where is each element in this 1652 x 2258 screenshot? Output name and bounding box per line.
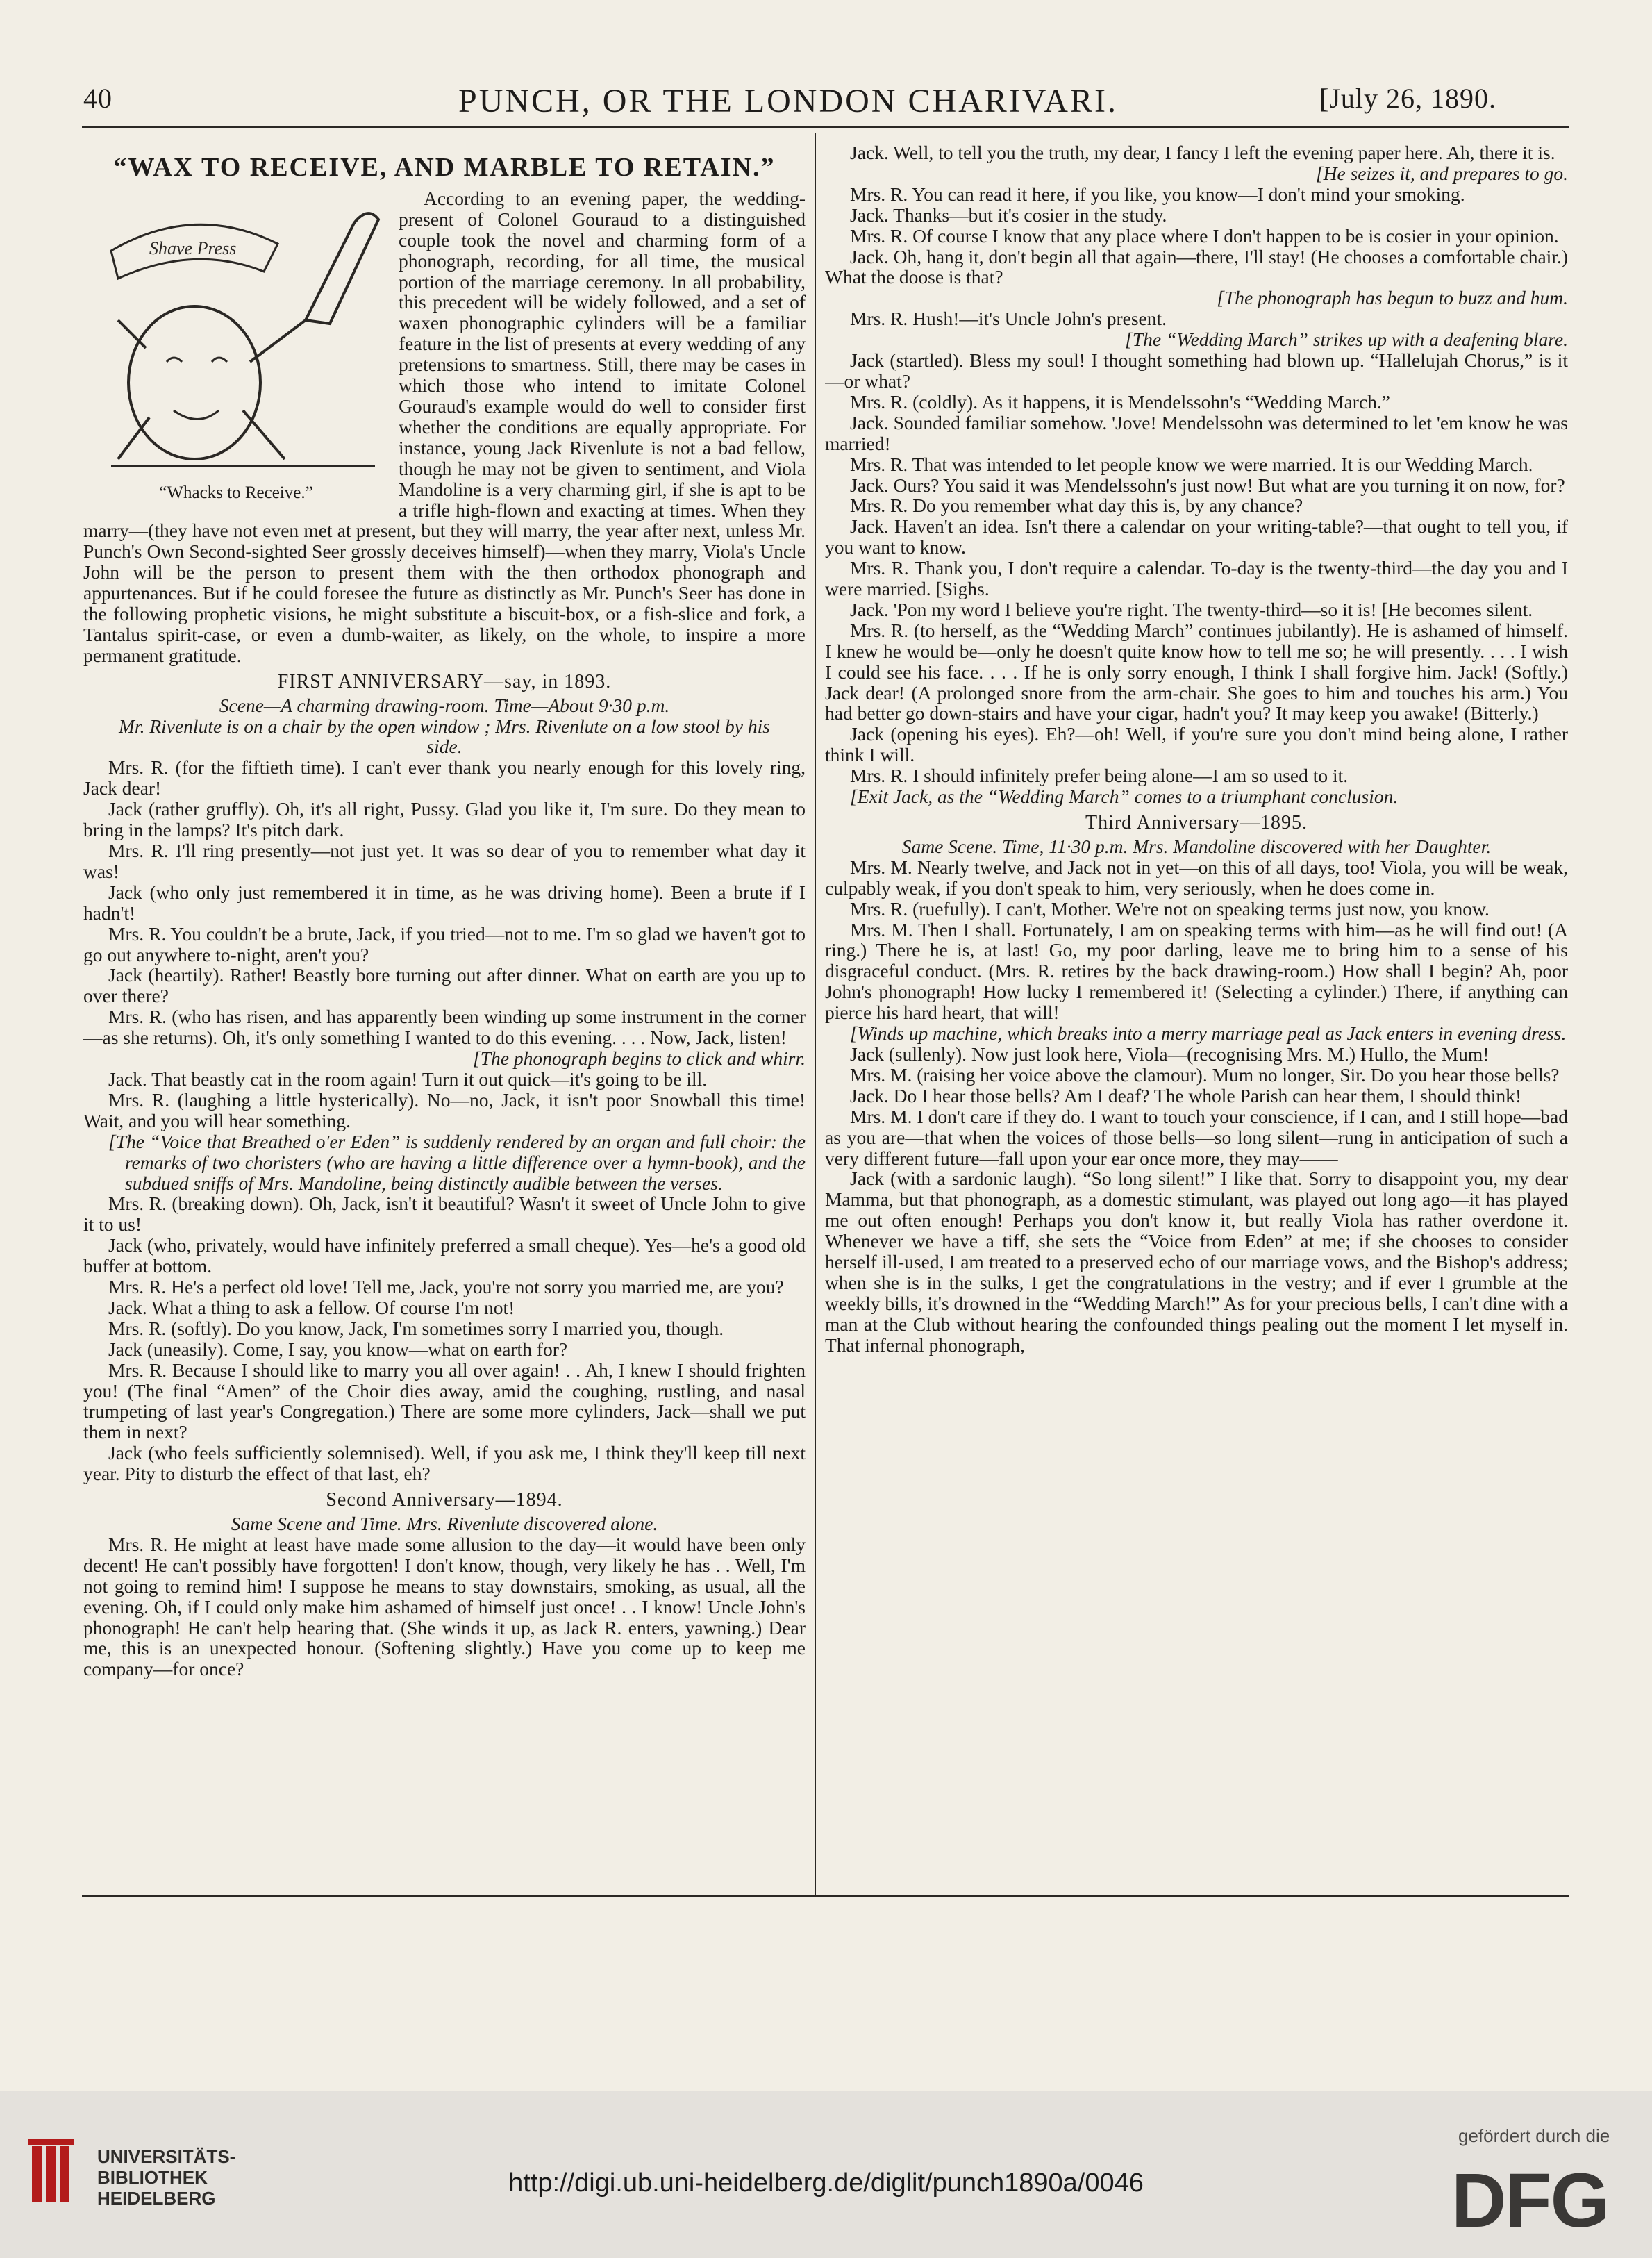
permalink-url[interactable]: http://digi.ub.uni-heidelberg.de/diglit/punch1890a/0046 — [508, 2168, 1144, 2198]
stage-direction: [Exit Jack, as the “Wedding March” comes to a triumphant conclusion. — [850, 786, 1399, 808]
second-anniversary-heading: Second Anniversary—1894. — [326, 1489, 563, 1511]
dialogue-line: Jack. That beastly cat in the room again! Turn it out quick—it's going to be ill. — [108, 1068, 708, 1090]
stage-direction: [He seizes it, and prepares to go. — [1315, 162, 1568, 184]
dialogue-line: Jack. Sounded familiar somehow. 'Jove! Mendelssohn was determined to let 'em know he was married! — [825, 411, 1568, 454]
dialogue-line: Jack. Do I hear those bells? Am I deaf? The whole Parish can hear them, I should think! — [850, 1084, 1522, 1106]
first-anniversary-heading: FIRST ANNIVERSARY—say, in 1893. — [277, 670, 612, 692]
right-column — [825, 142, 1568, 1889]
dialogue-line: Mrs. R. (laughing a little hysterically). No—no, Jack, it isn't poor Snowball this time! Wait, and you will hear something. — [83, 1088, 806, 1131]
issue-date: [July 26, 1890. — [1319, 83, 1496, 114]
dialogue-line: Mrs. R. (breaking down). Oh, Jack, isn't it beautiful? Wasn't it sweet of Uncle John to give it to us! — [83, 1193, 806, 1236]
viewer-footer — [0, 2091, 1652, 2258]
dialogue-line: Jack. Haven't an idea. Isn't there a calendar on your writing-table?—that ought to tell you, if you want to know. — [825, 515, 1568, 558]
dialogue-line: Mrs. R. You couldn't be a brute, Jack, if you tried—not to me. I'm so glad we haven't got to go out anywhere to-night, aren't you? — [83, 922, 806, 965]
dialogue-line: Mrs. M. Nearly twelve, and Jack not in yet—on this of all days, too! Viola, you will be weak, culpably weak, if you don't speak to him, very seriously, when he does come in. — [825, 856, 1568, 899]
stage-direction: [Winds up machine, which breaks into a merry marriage peal as Jack enters in evening dress. — [850, 1022, 1567, 1045]
dialogue-line: Jack (with a sardonic laugh). “So long silent!” I like that. Sorry to disappoint you, my dear Mamma, but that phonograph, as a domestic stimulant, was played out long ago—it has played me out often enough! Perhaps you don't know it, but really Viola has rather overdone it. Whenever we have a tiff, she sets the “Voice from Eden” at me; if she chooses to consider herself ill-used, I am treated to a preserved echo of our marriage vows, and the Bishop's address; when she is in the sulks, I get the congratulations in the vestry; and if ever I grumble at the weekly bills, it's drowned in the “Wedding March!” As for your precious bells, I can't dine with a man at the Club without hearing the confounded things pealing out the moment I let myself in. That infernal phonograph, — [825, 1168, 1568, 1356]
dialogue-line: Jack (who only just remembered it in time, as he was driving home). Been a brute if I hadn't! — [83, 881, 806, 924]
library-name: UNIVERSITÄTS- BIBLIOTHEK HEIDELBERG — [97, 2146, 236, 2209]
page-number: 40 — [83, 83, 112, 114]
phonograph-cartoon-image — [83, 188, 389, 480]
dialogue-line: Mrs. R. That was intended to let people know we were married. It is our Wedding March. — [850, 453, 1533, 475]
dialogue-line: Jack. 'Pon my word I believe you're right. The twenty-third—so it is! [He becomes silent. — [850, 598, 1533, 620]
funding-note: gefördert durch die — [1458, 2125, 1610, 2146]
illustration-caption: “Whacks to Receive.” — [159, 483, 313, 502]
dialogue-line: Mrs. R. He's a perfect old love! Tell me, Jack, you're not sorry you married me, are you? — [108, 1276, 784, 1298]
dialogue-line: Jack (rather gruffly). Oh, it's all right, Pussy. Glad you like it, I'm sure. Do they mean to bring in the lamps? It's pitch dark. — [83, 798, 806, 841]
page-title: PUNCH, OR THE LONDON CHARIVARI. — [458, 83, 1118, 119]
illustration-label: Shave Press — [149, 238, 237, 258]
dialogue-line: Jack. Oh, hang it, don't begin all that again—there, I'll stay! (He chooses a comfortable chair.) What the doose is that? — [825, 245, 1568, 288]
second-scene: Same Scene and Time. Mrs. Rivenlute discovered alone. — [231, 1513, 658, 1534]
dialogue-line: Mrs. R. I should infinitely prefer being alone—I am so used to it. — [850, 765, 1349, 787]
dialogue-line: Jack (heartily). Rather! Beastly bore turning out after dinner. What on earth are you up to over there? — [83, 964, 806, 1007]
dialogue-line: Jack (opening his eyes). Eh?—oh! Well, if you're sure you don't mind being alone, I rather think I will. — [825, 723, 1568, 766]
dialogue-line: Mrs. R. (for the fiftieth time). I can't ever thank you nearly enough for this lovely ring, Jack dear! — [83, 756, 806, 799]
dialogue-line: Jack. What a thing to ask a fellow. Of course I'm not! — [108, 1296, 515, 1318]
dialogue-line: Jack (sullenly). Now just look here, Viola—(recognising Mrs. M.) Hullo, the Mum! — [850, 1043, 1490, 1065]
left-column — [83, 142, 806, 1889]
dialogue-line: Jack (uneasily). Come, I say, you know—what on earth for? — [108, 1338, 568, 1360]
intro-paragraph: According to an evening paper, the wedding-present of Colonel Gouraud to a distinguished couple took the novel and charming form of a phonograph, recording, for all time, the musical portion of the marriage ceremony. In all probability, this precedent will be widely followed, and a set of waxen phonographic cylinders will be a familiar feature in the list of presents at every wedding of any pretensions to smartness. Still, there may be cases in which those who intend to imitate Colonel Gouraud's example would do well to consider first whether the conditions are equally appropriate. For instance, young Jack Rivenlute is not a bad fellow, though he may not be given to sentiment, and Viola Mandoline is a very charming girl, if she is apt to be a trifle high-flown and exacting at times. When they marry—(they have not even met at present, but they will marry, the year after next, unless Mr. Punch's Own Second-sighted Seer grossly deceives himself)—when they marry, Viola's Uncle John will be the person to present them with the then orthodox phonograph and appurtenances. But if he could foresee the future as distinctly as Mr. Punch's Seer has done in the following prophetic visions, he might substitute a biscuit-box, or a fish-slice and fork, a Tantalus spirit-case, or even a dumb-waiter, as likely, on the whole, to inspire a more permanent gratitude. — [83, 187, 806, 666]
dialogue-line: Jack (startled). Bless my soul! I thought something had blown up. “Hallelujah Chorus,” is it—or what? — [825, 349, 1568, 392]
dialogue-line: Mrs. M. (raising her voice above the clamour). Mum no longer, Sir. Do you hear those bells? — [850, 1063, 1560, 1086]
header-rule — [82, 126, 1569, 128]
dialogue-line: Mrs. M. I don't care if they do. I want to touch your conscience, if I can, and I still hope—bad as you are—that when the voices of those bells—so long silent—rung in anticipation of such a very different future—fall upon your ear once more, they may—— — [825, 1105, 1568, 1169]
dialogue-line: Jack. Ours? You said it was Mendelssohn's just now! But what are you turning it on now, for? — [850, 474, 1565, 496]
column-rule — [815, 133, 816, 1895]
dialogue-line: Jack. Thanks—but it's cosier in the study. — [850, 204, 1167, 226]
dialogue-line: Mrs. R. (ruefully). I can't, Mother. We're not on speaking terms just now, you know. — [850, 897, 1490, 920]
third-anniversary-heading: Third Anniversary—1895. — [1085, 812, 1308, 833]
stage-direction: [The phonograph has begun to buzz and hum. — [1217, 287, 1568, 309]
stage-direction: [The phonograph begins to click and whirr. — [473, 1047, 806, 1070]
dialogue-line: Mrs. R. I'll ring presently—not just yet. It was so dear of you to remember what day it was! — [83, 840, 806, 882]
dialogue-line: Jack (who, privately, would have infinitely preferred a small cheque). Yes—he's a good old buffer at bottom. — [83, 1234, 806, 1277]
dialogue-line: Mrs. M. Then I shall. Fortunately, I am on speaking terms with him—as he will find out! (A ring.) There he is, at last! Go, my poor darling, leave me to bring him to a sense of his disgraceful conduct. (Mrs. R. retires by the back drawing-room.) How shall I begin? Ah, poor John's phonograph! How lucky I remembered it! (Selecting a cylinder.) There, if anything can pierce his hard heart, that will! — [825, 918, 1568, 1024]
dialogue-line: Mrs. R. Do you remember what day this is, by any chance? — [850, 495, 1303, 517]
stage-direction: [The “Wedding March” strikes up with a deafening blare. — [1125, 329, 1568, 351]
stage-direction: [The “Voice that Breathed o'er Eden” is suddenly rendered by an organ and full choir: the remarks of two choristers (who are having a little difference over a hymn-book), and the subdued sniffs of Mrs. Mandoline, being distinctly audible between the verses. — [108, 1130, 806, 1194]
first-scene: Scene—A charming drawing-room. Time—About 9·30 p.m. — [219, 694, 670, 716]
dialogue-line: Mrs. R. You can read it here, if you like, you know—I don't mind your smoking. — [850, 183, 1465, 205]
dialogue-line: Mrs. R. Because I should like to marry you all over again! . . Ah, I knew I should frighten you! (The final “Amen” of the Choir dies away, amid the coughing, rustling, and nasal trumpeting of last year's Congregation.) There are some more cylinders, Jack—shall we put them in next? — [83, 1359, 806, 1443]
article-title: “WAX TO RECEIVE, AND MARBLE TO RETAIN.” — [113, 153, 776, 182]
dialogue-line: Mrs. R. He might at least have made some allusion to the day—it would have been only decent! He can't possibly have forgotten! I don't know, though, very likely he has . . Well, I'm not going to remind him! I suppose he means to stay downstairs, smoking, as usual, all the evening. Oh, if I could only make him ashamed of himself just once! . . I know! Uncle John's phonograph! He can't help hearing that. (She winds it up, as Jack R. enters, yawning.) Dear me, this is an unexpected honour. (Softening slightly.) Have you come up to keep me company—for once? — [83, 1533, 806, 1680]
bottom-rule — [82, 1895, 1569, 1897]
third-scene: Same Scene. Time, 11·30 p.m. Mrs. Mandoline discovered with her Daughter. — [901, 835, 1492, 857]
first-stage-direction: Mr. Rivenlute is on a chair by the open window ; Mrs. Rivenlute on a low stool by his side. — [119, 715, 770, 758]
dialogue-line: Mrs. R. (softly). Do you know, Jack, I'm sometimes sorry I married you, though. — [108, 1317, 724, 1339]
dfg-logo: DFG — [1451, 2158, 1609, 2243]
dialogue-line: Mrs. R. (coldly). As it happens, it is Mendelssohn's “Wedding March.” — [850, 390, 1390, 413]
illustration — [83, 188, 389, 504]
dialogue-line: Mrs. R. Of course I know that any place where I don't happen to be is cosier in your opinion. — [850, 224, 1559, 247]
dialogue-line: Jack. Well, to tell you the truth, my dear, I fancy I left the evening paper here. Ah, there it is. — [850, 142, 1555, 163]
dialogue-line: Mrs. R. Hush!—it's Uncle John's present. — [850, 308, 1167, 330]
dialogue-line: Mrs. R. (who has risen, and has apparently been winding up some instrument in the corner—as she returns). Oh, it's only something I wanted to do this evening. . . . Now, Jack, listen! — [83, 1006, 806, 1049]
dialogue-line: Mrs. R. Thank you, I don't require a calendar. To-day is the twenty-third—the day you and I were married. [Sighs. — [825, 557, 1568, 600]
dialogue-line: Mrs. R. (to herself, as the “Wedding March” continues jubilantly). He is ashamed of himself. I knew he would be—only he doesn't quite know how to tell me so; he will presently. . . . I wish I could see his face. . . . If he is only sorry enough, I think I shall forgive him. Jack! (Softly.) Jack dear! (A prolonged snore from the arm-chair. She goes to him and touches his arm.) You had better go down-stairs and have your cigar, hadn't you? It may keep you awake! (Bitterly.) — [825, 619, 1568, 724]
dialogue-line: Jack (who feels sufficiently solemnised). Well, if you ask me, I think they'll keep till next year. Pity to disturb the effect of that last, eh? — [83, 1442, 806, 1485]
